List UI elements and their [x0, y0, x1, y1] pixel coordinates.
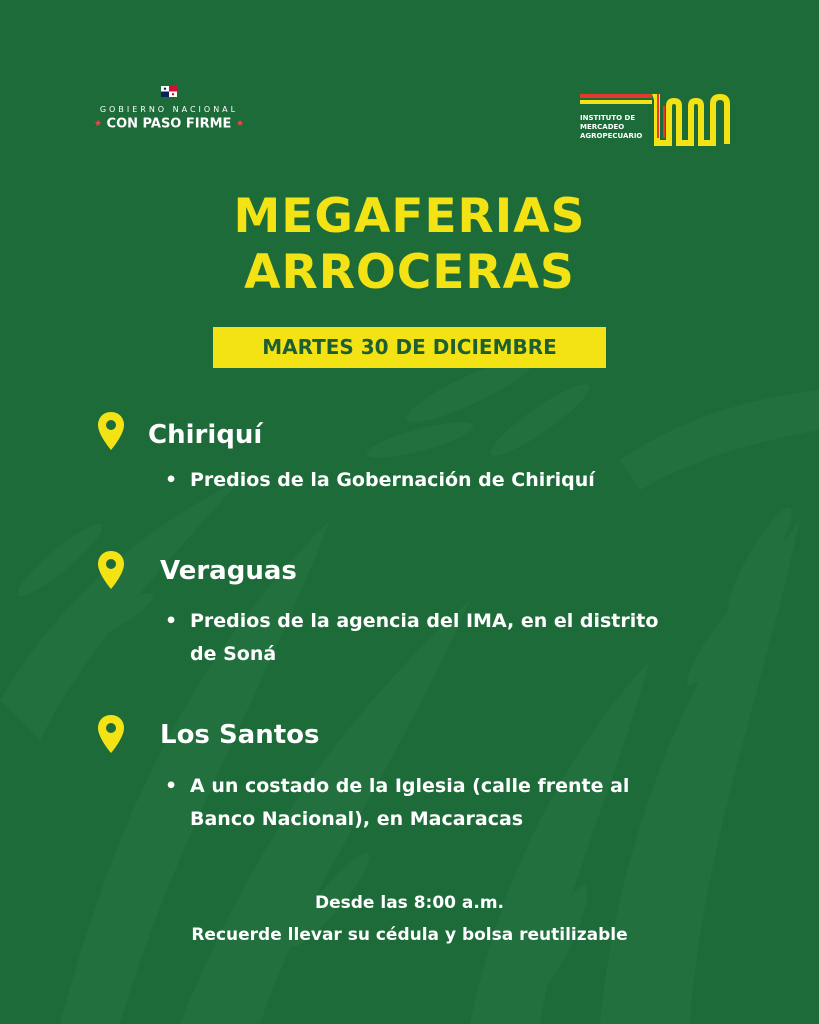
location-pin-icon [96, 411, 126, 451]
date-banner: MARTES 30 DE DICIEMBRE [213, 327, 606, 368]
footer-hours: Desde las 8:00 a.m. [314, 893, 505, 913]
detail-line: A un costado de la Iglesia (calle frente al [190, 775, 630, 797]
region-chiriqui: Chiriquí [148, 420, 263, 450]
bullet-icon: • [165, 775, 178, 797]
ima-logo-line-2: MERCADEO [580, 123, 625, 131]
region-veraguas: Veraguas [160, 556, 297, 586]
bullet-icon: • [165, 469, 178, 491]
location-detail-veraguas [165, 605, 725, 671]
bullet-icon: • [165, 610, 178, 632]
detail-line: Banco Nacional), en Macaracas [190, 808, 524, 830]
location-pin-icon [96, 550, 126, 590]
panama-flag-icon [161, 86, 177, 97]
location-detail-chiriqui [165, 464, 725, 497]
star-icon: ★ [235, 119, 245, 129]
ima-logo [578, 90, 738, 150]
gobierno-nacional-text: GOBIERNO NACIONAL [99, 105, 239, 114]
title-line-1: MEGAFERIAS [233, 189, 586, 244]
gobierno-nacional-logo [90, 86, 248, 134]
location-pin-icon [96, 714, 126, 754]
star-icon: ★ [93, 119, 103, 129]
con-paso-firme-text [90, 115, 248, 134]
title-line-2: ARROCERAS [244, 245, 575, 300]
lema-label: CON PASO FIRME [106, 116, 232, 132]
detail-line: Predios de la Gobernación de Chiriquí [190, 469, 595, 491]
footer-reminder: Recuerde llevar su cédula y bolsa reutilizable [191, 925, 628, 945]
detail-line: Predios de la agencia del IMA, en el distrito [190, 610, 659, 632]
detail-line: de Soná [190, 643, 277, 665]
ima-logo-line-1: INSTITUTO DE [580, 114, 636, 122]
ima-logo-text [580, 114, 642, 141]
ima-logo-line-3: AGROPECUARIO [580, 132, 643, 140]
location-detail-los-santos [165, 770, 725, 836]
region-los-santos: Los Santos [160, 720, 320, 750]
